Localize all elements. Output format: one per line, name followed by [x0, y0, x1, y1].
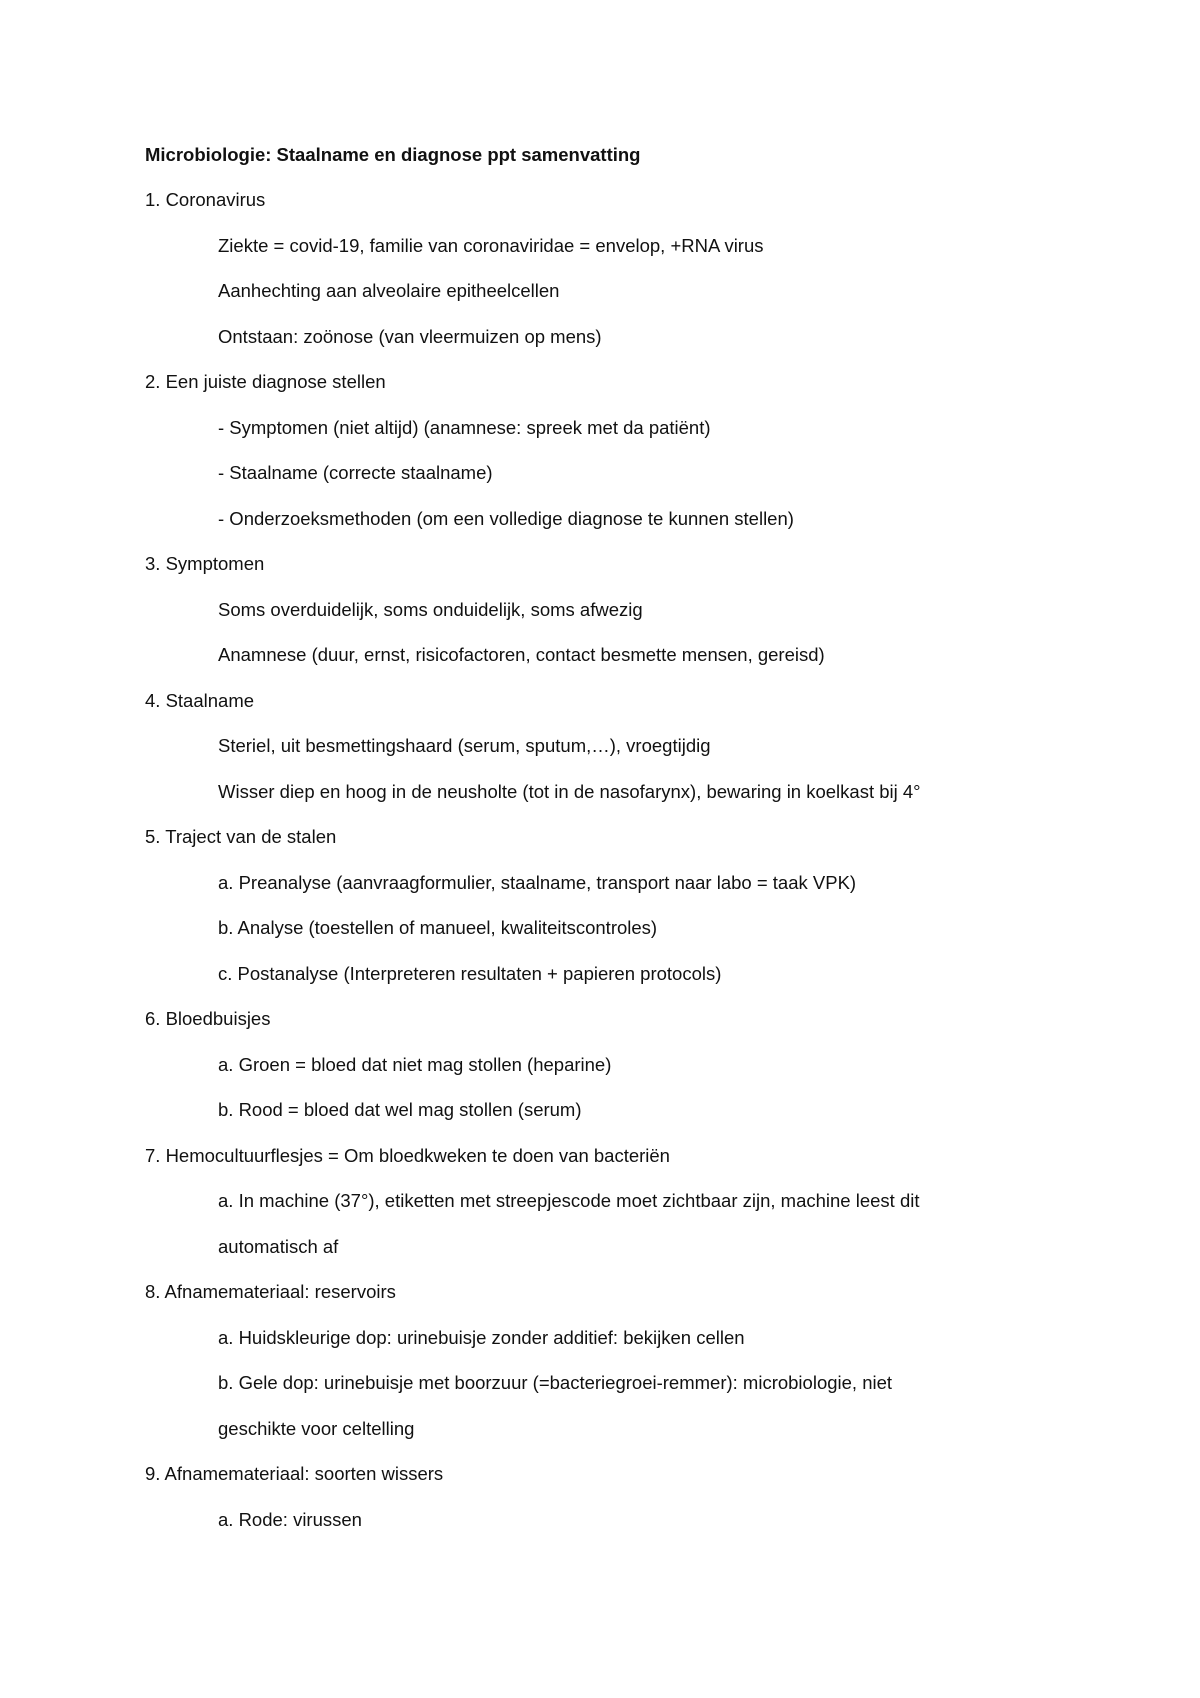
- heading-6: 6. Bloedbuisjes: [145, 1008, 271, 1029]
- text-line: b. Analyse (toestellen of manueel, kwaliteitscontroles): [218, 917, 658, 938]
- text-line: Anamnese (duur, ernst, risicofactoren, contact besmette mensen, gereisd): [218, 644, 825, 665]
- heading-2: 2. Een juiste diagnose stellen: [145, 371, 386, 392]
- heading-4: 4. Staalname: [145, 689, 255, 711]
- text-line: a. Preanalyse (aanvraagformulier, staalname, transport naar labo = taak VPK): [218, 871, 857, 893]
- text-line: b. Gele dop: urinebuisje met boorzuur (=bacteriegroei-remmer): microbiologie, niet: [218, 1372, 893, 1393]
- document-body: [145, 143, 1045, 1553]
- heading-9: 9. Afnamemateriaal: soorten wissers: [145, 1463, 444, 1484]
- text-line: geschikte voor celtelling: [218, 1417, 415, 1439]
- text-line: c. Postanalyse (Interpreteren resultaten + papieren protocols): [218, 962, 722, 984]
- text-line: - Onderzoeksmethoden (om een volledige diagnose te kunnen stellen): [218, 507, 794, 529]
- heading-5: 5. Traject van de stalen: [145, 826, 337, 847]
- text-line: b. Rood = bloed dat wel mag stollen (serum): [218, 1099, 582, 1120]
- text-line: Wisser diep en hoog in de neusholte (tot in de nasofarynx), bewaring in koelkast bij 4°: [218, 780, 921, 802]
- text-line: Steriel, uit besmettingshaard (serum, sputum,…), vroegtijdig: [218, 735, 711, 756]
- heading-1: 1. Coronavirus: [145, 189, 266, 210]
- text-line: Ziekte = covid-19, familie van coronaviridae = envelop, +RNA virus: [218, 234, 764, 256]
- text-line: a. Huidskleurige dop: urinebuisje zonder additief: bekijken cellen: [218, 1326, 745, 1348]
- heading-7: 7. Hemocultuurflesjes = Om bloedkweken te doen van bacteriën: [145, 1144, 670, 1166]
- heading-8: 8. Afnamemateriaal: reservoirs: [145, 1281, 396, 1302]
- text-line: Soms overduidelijk, soms onduidelijk, soms afwezig: [218, 598, 643, 620]
- text-line: - Symptomen (niet altijd) (anamnese: spreek met da patiënt): [218, 416, 711, 438]
- document-title: Microbiologie: Staalname en diagnose ppt samenvatting: [145, 144, 641, 165]
- text-line: automatisch af: [218, 1235, 339, 1257]
- text-line: a. In machine (37°), etiketten met streepjescode moet zichtbaar zijn, machine leest dit: [218, 1190, 920, 1211]
- heading-3: 3. Symptomen: [145, 553, 265, 574]
- text-line: a. Rode: virussen: [218, 1508, 362, 1530]
- text-line: Ontstaan: zoönose (van vleermuizen op mens): [218, 325, 602, 347]
- text-line: a. Groen = bloed dat niet mag stollen (heparine): [218, 1053, 612, 1075]
- text-line: Aanhechting aan alveolaire epitheelcellen: [218, 280, 560, 301]
- text-line: - Staalname (correcte staalname): [218, 462, 493, 483]
